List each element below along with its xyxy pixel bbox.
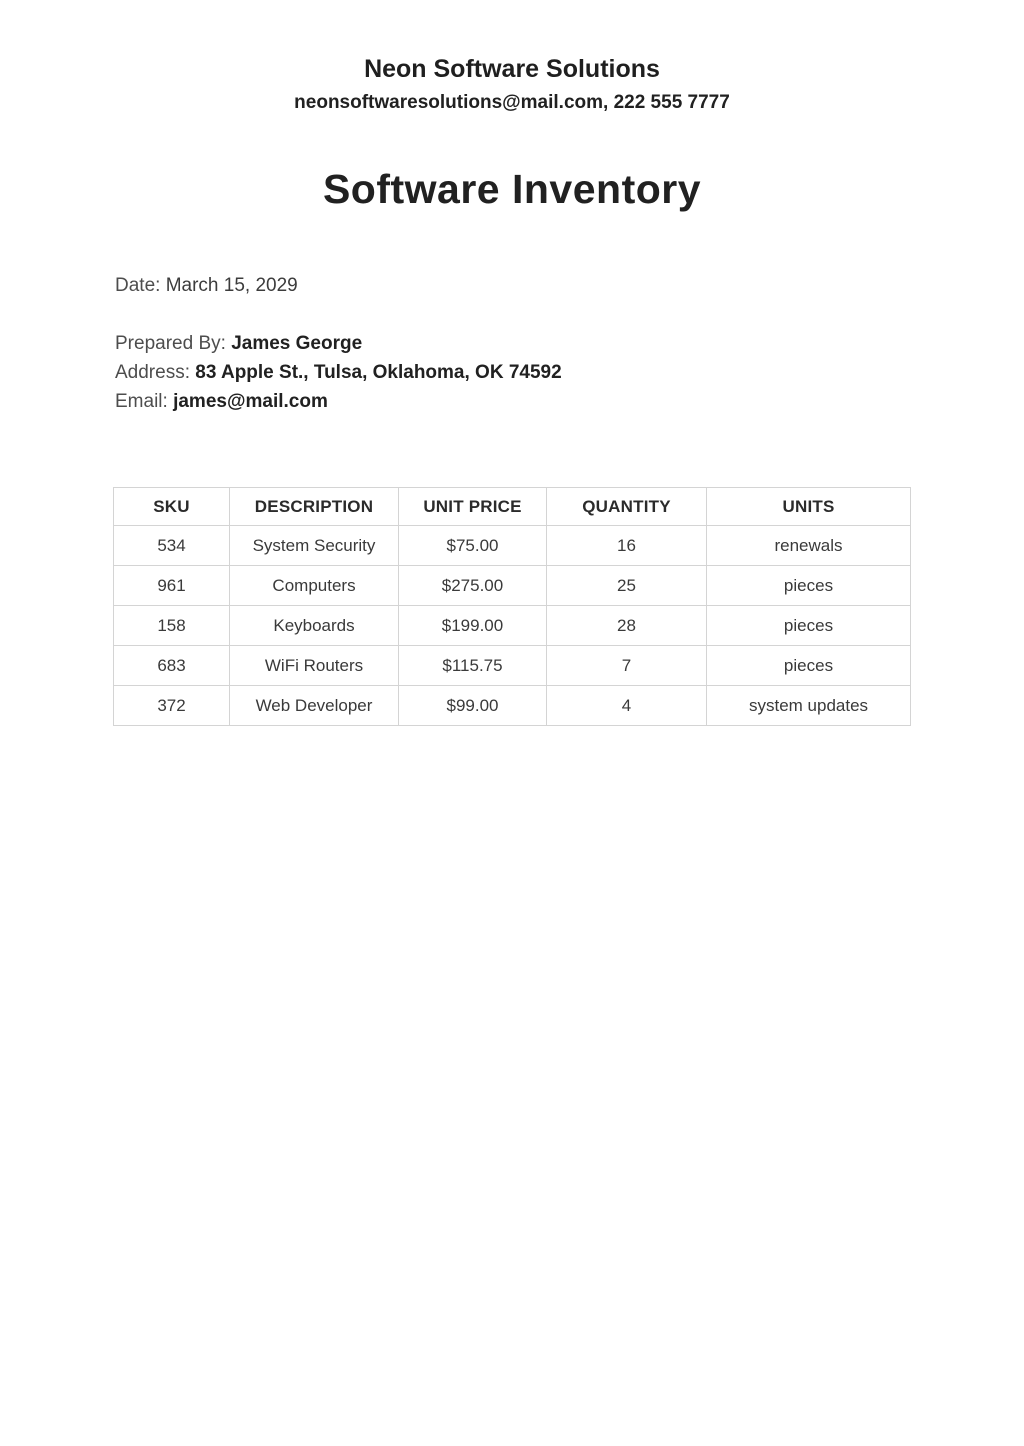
inventory-table — [113, 487, 911, 726]
prepared-by-label: Prepared By: — [115, 333, 226, 354]
table-cell: 158 — [114, 606, 230, 646]
table-cell: 534 — [114, 526, 230, 566]
table-cell: System Security — [230, 526, 399, 566]
table-row — [114, 526, 911, 566]
table-cell: pieces — [707, 646, 911, 686]
table-cell: 4 — [547, 686, 707, 726]
table-cell: renewals — [707, 526, 911, 566]
email-value: james@mail.com — [173, 391, 328, 412]
table-cell: Computers — [230, 566, 399, 606]
table-cell: $75.00 — [399, 526, 547, 566]
column-header-unit-price: UNIT PRICE — [399, 488, 547, 526]
table-cell: $99.00 — [399, 686, 547, 726]
company-name: Neon Software Solutions — [364, 55, 660, 83]
table-row — [114, 606, 911, 646]
inventory-table-wrap — [113, 487, 910, 726]
table-cell: pieces — [707, 566, 911, 606]
meta-block — [115, 271, 1024, 416]
address-line — [115, 358, 1024, 387]
table-row — [114, 646, 911, 686]
table-cell: Keyboards — [230, 606, 399, 646]
date-value: March 15, 2029 — [165, 275, 298, 296]
table-cell: WiFi Routers — [230, 646, 399, 686]
prepared-by-value: James George — [231, 333, 363, 354]
table-cell: system updates — [707, 686, 911, 726]
table-cell: $115.75 — [399, 646, 547, 686]
company-contact-line: neonsoftwaresolutions@mail.com, 222 555 7777 — [294, 92, 730, 113]
email-line — [115, 387, 1024, 416]
email-label: Email: — [115, 391, 168, 412]
table-cell: 961 — [114, 566, 230, 606]
document-header — [0, 0, 1024, 213]
inventory-table-body — [114, 526, 911, 726]
table-row — [114, 686, 911, 726]
column-header-description: DESCRIPTION — [230, 488, 399, 526]
address-value: 83 Apple St., Tulsa, Oklahoma, OK 74592 — [195, 362, 562, 383]
table-cell: 7 — [547, 646, 707, 686]
column-header-units: UNITS — [707, 488, 911, 526]
table-cell: 28 — [547, 606, 707, 646]
address-label: Address: — [115, 362, 190, 383]
table-cell: pieces — [707, 606, 911, 646]
table-row — [114, 566, 911, 606]
date-label: Date: — [115, 275, 161, 296]
column-header-sku: SKU — [114, 488, 230, 526]
page-title: Software Inventory — [322, 166, 702, 212]
prepared-by-line — [115, 329, 1024, 358]
table-cell: 683 — [114, 646, 230, 686]
table-cell: 16 — [547, 526, 707, 566]
table-cell: $275.00 — [399, 566, 547, 606]
table-cell: Web Developer — [230, 686, 399, 726]
table-cell: 25 — [547, 566, 707, 606]
table-cell: 372 — [114, 686, 230, 726]
inventory-table-head — [114, 488, 911, 526]
column-header-quantity: QUANTITY — [547, 488, 707, 526]
date-line — [115, 271, 1024, 300]
table-header-row — [114, 488, 911, 526]
table-cell: $199.00 — [399, 606, 547, 646]
